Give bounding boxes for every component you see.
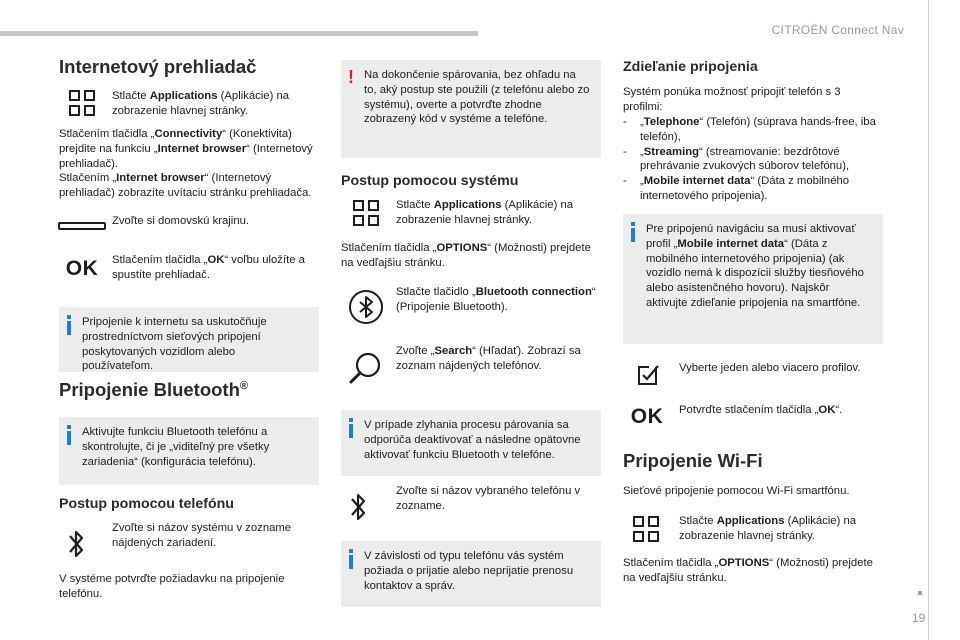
note-bluetooth-activate: Aktivujte funkciu Bluetooth telefónu a skontrolujte, či je „viditeľný pre všetky zariadenia“ (konfigurácia telefónu).: [59, 417, 319, 485]
heading-bluetooth: Pripojenie Bluetooth®: [59, 379, 248, 400]
home-country-text: Zvoľte si domovskú krajinu.: [112, 215, 250, 227]
profile-item-telephone: - „Telephone“ (Telefón) (súprava hands-free, iba telefón),: [623, 116, 876, 143]
ok-save-text: Stlačením tlačidla „OK“ voľbu uložíte a spustíte prehliadač.: [112, 254, 305, 281]
sharing-intro-text: Systém ponúka možnosť pripojiť telefón s 3 profilmi:: [623, 86, 841, 113]
profile-list: [623, 115, 885, 204]
bluetooth-connection-icon: [347, 288, 385, 326]
note-pairing-failure: V prípade zlyhania procesu párovania sa odporúča deaktivovať a následne opätovne aktivovať funkciu Bluetooth v telefóne.: [341, 410, 601, 476]
choose-phone-text: Zvoľte si názov vybraného telefónu v zozname.: [396, 485, 581, 512]
warning-icon: !: [348, 67, 354, 87]
search-text: Zvoľte „Search“ (Hľadať). Zobrazí sa zoznam nájdených telefónov.: [396, 345, 581, 372]
confirm-ok-text: Potvrďte stlačením tlačidla „OK“.: [679, 404, 843, 416]
system-applications-text: Stlačte Applications (Aplikácie) na zobrazenie hlavnej stránky.: [396, 199, 574, 226]
wifi-intro-text: Sieťové pripojenie pomocou Wi-Fi smartfónu.: [623, 485, 850, 497]
selection-bar-icon: [58, 221, 106, 231]
applications-grid-icon: [353, 200, 379, 226]
wifi-options-text: Stlačením tlačidla „OPTIONS“ (Možnosti) prejdete na vedľajšiu stránku.: [623, 557, 873, 584]
info-icon: [629, 222, 638, 242]
bluetooth-connection-text: Stlačte tlačidlo „Bluetooth connection“ (Pripojenie Bluetooth).: [396, 286, 596, 313]
info-icon: [65, 315, 74, 335]
heading-internet-browser: Internetový prehliadač: [59, 56, 257, 77]
applications-grid-icon: [69, 90, 95, 116]
select-profiles-text: Vyberte jeden alebo viacero profilov.: [679, 362, 861, 374]
note-phone-type: V závislosti od typu telefónu vás systém požiada o prijatie alebo neprijatie prenosu kontaktov a správ.: [341, 541, 601, 607]
heading-phone-procedure: Postup pomocou telefónu: [59, 496, 234, 512]
page-edge-line: [928, 0, 929, 640]
note-connected-navigation: Pre pripojenú navigáciu sa musí aktivovať profil „Mobile internet data“ (Dáta z mobilného internetového pripojenia) (ak vozidlo nemá k dispozícii služby tiesňového alebo asistenčného hovoru). Najskôr aktivujte zdieľanie pripojenia na smartfóne.: [623, 214, 883, 344]
heading-wifi: Pripojenie Wi-Fi: [623, 450, 763, 471]
header-bar: [0, 31, 478, 36]
choose-system-text: Zvoľte si názov systému v zozname nájdených zariadení.: [112, 522, 292, 549]
note-warning-code: ! Na dokončenie spárovania, bez ohľadu na to, aký postup ste použili (z telefónu alebo zo systému), overte a potvrďte zhodne zobrazený kód v systéme a telefóne.: [341, 60, 601, 158]
note-internet-connection: Pripojenie k internetu sa uskutočňuje prostredníctvom sieťových pripojení poskytovaných vozidlom alebo používateľom.: [59, 307, 319, 372]
checkbox-icon: [636, 363, 660, 387]
browser-paragraph: Stlačením „Internet browser“ (Internetový prehliadač) zobrazíte uvítaciu stránku prehliadača.: [59, 172, 312, 199]
heading-system-procedure: Postup pomocou systému: [341, 173, 519, 189]
bluetooth-icon: [350, 489, 366, 525]
info-icon: [65, 425, 74, 445]
page-header-title: CITROËN Connect Nav: [771, 23, 904, 37]
ok-button-icon: OK: [65, 257, 99, 280]
bluetooth-icon: [68, 526, 84, 562]
connectivity-paragraph: Stlačením tlačidla „Connectivity“ (Konektivita) prejdite na funkciu „Internet browser“ (Internetový prehliadač).: [59, 128, 313, 170]
info-icon: [347, 418, 356, 438]
search-icon: [347, 350, 383, 386]
step-applications-text: Stlačte Applications (Aplikácie) na zobrazenie hlavnej stránky.: [112, 90, 290, 117]
page-marker: [918, 591, 922, 595]
profile-item-mobile-data: - „Mobile internet data“ (Dáta z mobilného internetového pripojenia).: [623, 175, 850, 202]
ok-button-icon: OK: [630, 405, 664, 428]
applications-grid-icon: [633, 516, 659, 542]
page-number: 19: [912, 611, 926, 625]
system-options-text: Stlačením tlačidla „OPTIONS“ (Možnosti) prejdete na vedľajšiu stránku.: [341, 242, 591, 269]
wifi-applications-text: Stlačte Applications (Aplikácie) na zobrazenie hlavnej stránky.: [679, 515, 857, 542]
heading-connection-sharing: Zdieľanie pripojenia: [623, 59, 758, 75]
profile-item-streaming: - „Streaming“ (streamovanie: bezdrôtové prehrávanie zvukových súborov telefónu),: [623, 145, 850, 173]
confirm-phone-text: V systéme potvrďte požiadavku na pripojenie telefónu.: [59, 573, 285, 600]
info-icon: [347, 549, 356, 569]
